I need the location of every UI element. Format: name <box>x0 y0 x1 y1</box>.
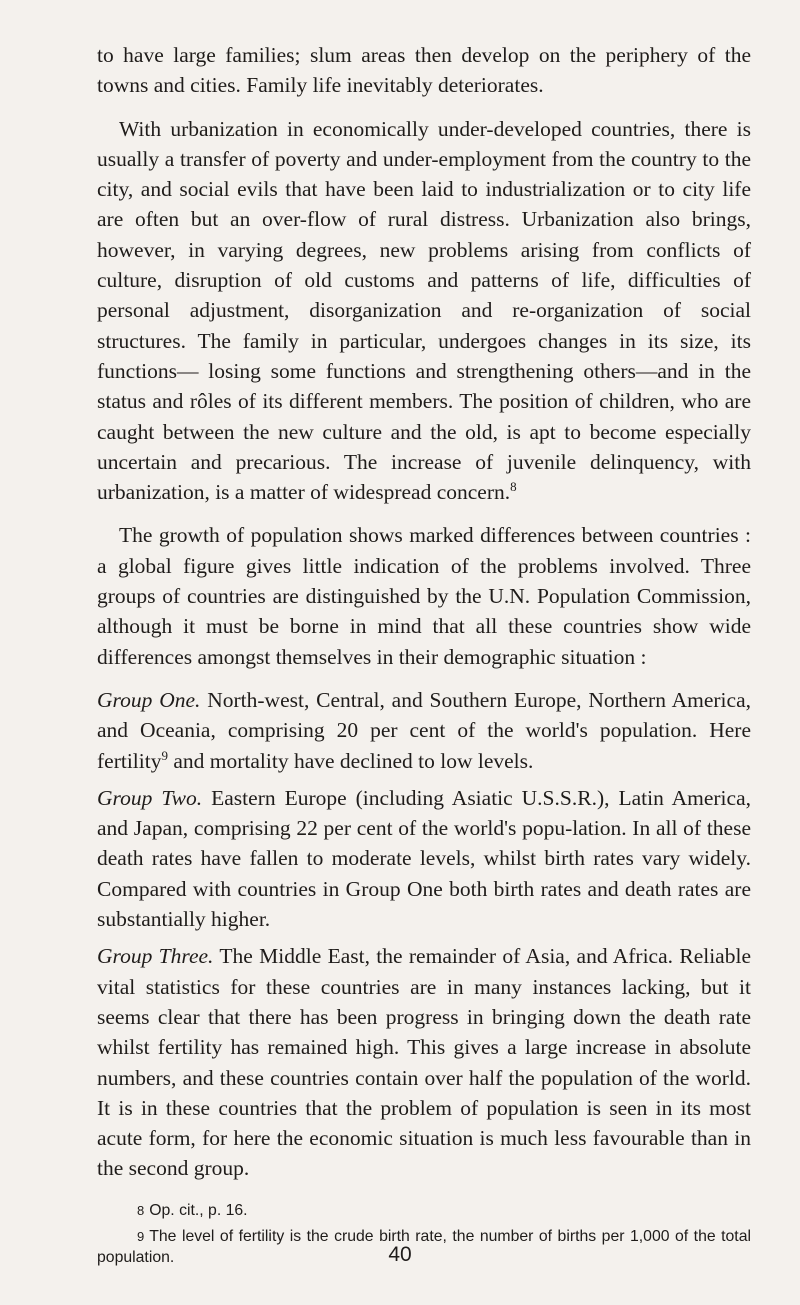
group-three-paragraph <box>97 941 751 1183</box>
paragraph-population-growth: The growth of population shows marked differences between countries : a global figure gives little indication of the problems involved. Three groups of countries are distinguished by the U.N. Population Commission, although it must be borne in mind that all these countries show wide differences amongst themselves in their demographic situation : <box>97 523 751 669</box>
footnote-9-mark: 9 <box>137 1228 145 1244</box>
paragraph-urbanization <box>97 114 751 508</box>
footnote-8 <box>97 1200 751 1221</box>
paragraph-urbanization-text: With urbanization in economically under-developed countries, there is usually a transfer of poverty and under-employment from the country to the city, and social evils that have been laid to industrialization or to city life are often but an over-flow of rural distress. Urbanization also brings, however, in varying degrees, new problems arising from conflicts of culture, disruption of old customs and patterns of life, difficulties of personal adjustment, disorganization and re-organization of social structures. The family in particular, undergoes changes in its size, its functions— losing some functions and strengthening others—and in the status and rôles of its different members. The position of children, who are caught between the new culture and the old, is apt to become especially uncertain and precarious. The increase of juvenile delinquency, with urbanization, is a matter of widespread concern. <box>97 116 751 505</box>
footnote-ref-8: 8 <box>510 479 517 495</box>
footnote-8-mark: 8 <box>137 1202 145 1218</box>
group-one-text-a: North-west, Central, and Southern Europe, Northern America, and Oceania, comprising 20 per cent of the world's population. Here fertility <box>97 687 751 773</box>
footnote-9-text: The level of fertility is the crude birth rate, the number of births per 1,000 of the total population. <box>97 1227 751 1266</box>
paragraph-continuation: to have large families; slum areas then develop on the periphery of the towns and cities. Family life inevitably deteriorates. <box>97 43 751 98</box>
group-one-text-b: and mortality have declined to low levels. <box>167 748 534 773</box>
group-three-label: Group Three. <box>97 944 214 969</box>
group-three-text: The Middle East, the remainder of Asia, and Africa. Reliable vital statistics for these countries are in many instances lacking, but it seems clear that there has been progress in bringing down the death rate whilst fertility has remained high. This gives a large increase in absolute numbers, and these countries contain over half the population of the world. It is in these countries that the problem of population is seen in its most acute form, for here the economic situation is much less favourable than in the second group. <box>97 944 751 1181</box>
footnote-8-text: Op. cit., p. 16. <box>149 1201 248 1219</box>
group-one-paragraph <box>97 685 751 776</box>
page-text-block <box>97 40 751 1268</box>
group-two-label: Group Two. <box>97 785 203 810</box>
group-two-text: Eastern Europe (including Asiatic U.S.S.R.), Latin America, and Japan, comprising 22 per cent of the world's popu-lation. In all of these death rates have fallen to moderate levels, whilst birth rates vary widely. Compared with countries in Group One both birth rates and death rates are substantially higher. <box>97 785 751 932</box>
footnote-ref-9: 9 <box>161 747 168 763</box>
group-one-label: Group One. <box>97 687 201 712</box>
group-two-paragraph <box>97 783 751 934</box>
page-number: 40 <box>388 1243 412 1266</box>
